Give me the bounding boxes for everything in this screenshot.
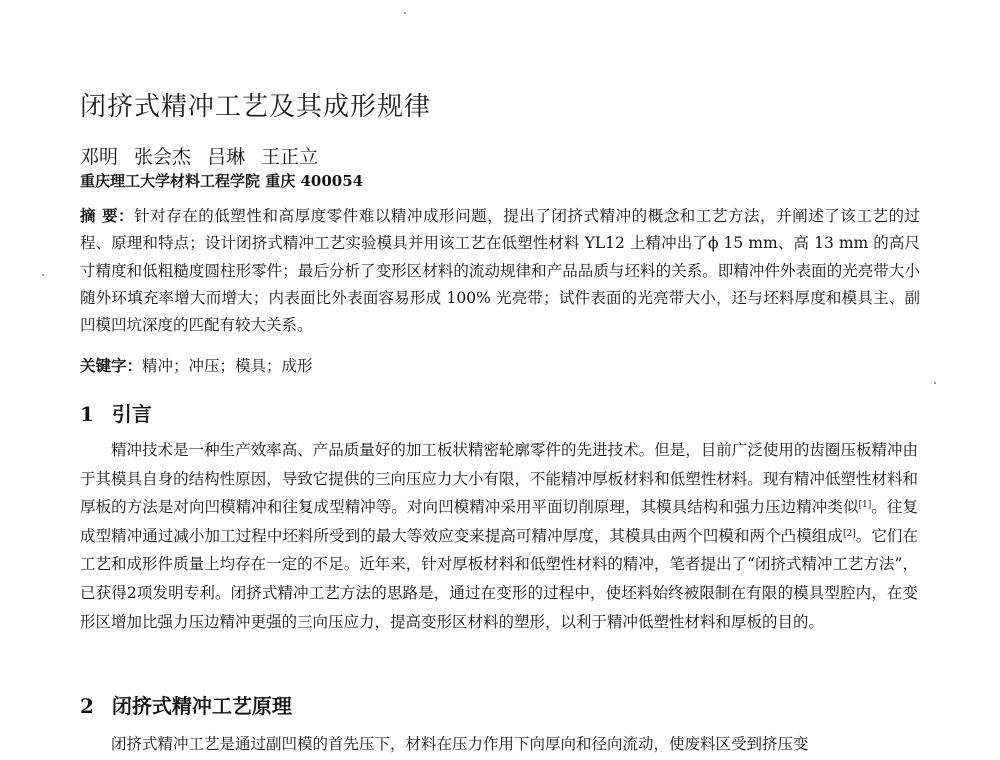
abstract-label: 摘 要：: [80, 206, 135, 225]
citation-ref: [2]: [842, 528, 856, 539]
paragraph-text: 精冲技术是一种生产效率高、产品质量好的加工板状精密轮廓零件的先进技术。但是，目前广泛使用的齿圈压板精冲由于其模具自身的结构性原因，导致它提供的三向压应力大小有限，不能精冲厚板材料和低塑性材料。现有精冲低塑性材料和厚板的方法是对向凹模精冲和往复成型精冲等。对向凹模精冲采用平面切削原理，其模具结构和强力压边精冲类似: [80, 441, 918, 517]
paper-title: 闭挤式精冲工艺及其成形规律: [80, 92, 432, 122]
section-1-heading: [80, 398, 152, 427]
author-list: 邓明 张会杰 吕琳 王正立: [80, 146, 319, 168]
citation-ref: [1]: [858, 500, 872, 511]
abstract-text: 针对存在的低塑性和高厚度零件难以精冲成形问题，提出了闭挤式精冲的概念和工艺方法，并阐述了该工艺的过程、原理和特点；设计闭挤式精冲工艺实验模具并用该工艺在低塑性材料 YL12 上精冲出了ϕ 15 mm、高 13 mm 的高尺寸精度和低粗糙度圆柱形零件；最后分析了变形区材料的流动规律和产品品质与坯料的关系。即精冲件外表面的光亮带大小随外环填充率增大而增大；内表面比外表面容易形成 100% 光亮带；试件表面的光亮带大小，还与坯料厚度和模具主、副凹模凹坑深度的匹配有较大关系。: [80, 207, 920, 335]
section-2-heading: [80, 690, 292, 719]
abstract: [80, 202, 920, 339]
scan-speck: [42, 274, 44, 276]
keywords-label: 关键字：: [80, 356, 143, 375]
paragraph-text: 。往复成型精冲通过减小加工过程中坯料所受到的最大等效应变来提高可精冲厚度，其模具由两个凹模和两个凸模组成: [80, 498, 918, 545]
keywords-text: 精冲；冲压；模具；成形: [142, 357, 313, 375]
section-title: 闭挤式精冲工艺原理: [111, 694, 292, 718]
section-title: 引言: [111, 402, 152, 426]
scan-speck: [934, 382, 936, 384]
section-number: 2: [80, 694, 94, 718]
paragraph-text: 。它们在工艺和成形件质量上均存在一定的不足。近年来，针对厚板材料和低塑性材料的精冲，笔者提出了“闭挤式精冲工艺方法”，已获得2项发明专利。闭挤式精冲工艺方法的思路是，通过在变形的过程中，使坯料始终被限制在有限的模具型腔内，在变形区增加比强力压边精冲更强的三向压应力，提高变形区材料的塑形，以利于精冲低塑性材料和厚板的目的。: [80, 526, 918, 631]
section-number: 1: [80, 402, 94, 426]
principle-paragraph: 闭挤式精冲工艺是通过副凹模的首先压下，材料在压力作用下向厚向和径向流动，使废料区受到挤压变: [111, 735, 809, 753]
keywords: [80, 354, 313, 376]
affiliation: 重庆理工大学材料工程学院 重庆 400054: [80, 172, 364, 190]
scan-speck: [404, 12, 406, 14]
introduction-paragraph: [80, 436, 918, 636]
